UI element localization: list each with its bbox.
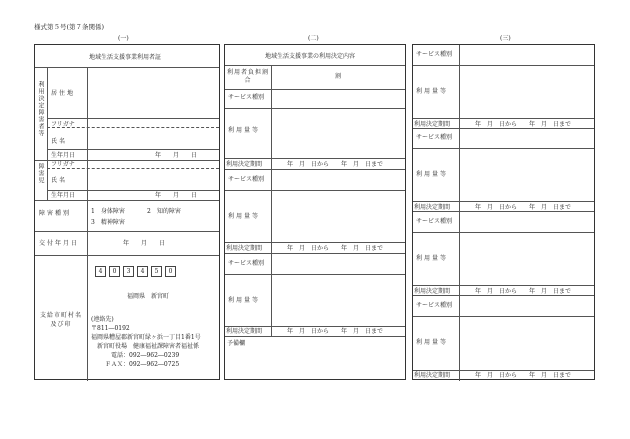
period-label-3: 利用決定期間 [226,328,263,335]
child-furigana-label: フリガナ [51,161,75,168]
period-value-3: 年 月 日から 年 月 日まで [287,328,384,335]
p3-usage-label-1: 利用量等 [416,88,449,95]
p3-service-type-label-1: サービス種別 [416,51,453,58]
address-label: 居住地 [51,90,76,97]
p3-period-label-3: 利用決定期間 [414,288,451,295]
child-dob-label: 生年月日 [51,192,76,199]
p3-period-value-1: 年 月 日から 年 月 日まで [475,121,572,128]
issuer-label: 支給市町村名及び印 [39,312,82,328]
decision-continuation-panel [412,44,595,380]
p3-period-label-1: 利用決定期間 [414,121,451,128]
decision-panel [224,44,406,380]
postal-digit-6: 0 [165,266,176,277]
contact-address: 福岡県糟屋郡新宮町緑ヶ浜一丁目1番1号 [91,334,201,341]
usage-label-2: 利用量等 [228,213,261,220]
user-dob-label: 生年月日 [51,152,76,159]
child-label: 障害児 [37,163,44,184]
contact-label: (連絡先) [91,316,114,323]
user-label: 利用決定障害者等 [37,81,44,137]
p3-service-type-label-3: サービス種別 [416,218,453,225]
contact-office: 新宮町役場 健康福祉課障害者福祉係 [97,343,200,350]
p3-service-type-label-2: サービス種別 [416,134,453,141]
user-furigana-label: フリガナ [51,121,75,128]
option-physical: 1 身体障害 [91,208,125,215]
p3-service-type-label-4: サービス種別 [416,302,453,309]
contact-fax: ＦＡＸ：092―962―0725 [105,361,180,368]
section-one-label: (一) [118,35,129,42]
remarks-label: 予備欄 [227,340,246,347]
period-label-2: 利用決定期間 [226,245,263,252]
contact-zip: 〒811―0192 [91,325,130,332]
p3-period-label-2: 利用決定期間 [414,204,451,211]
period-value-2: 年 月 日から 年 月 日まで [287,245,384,252]
postal-digit-2: 0 [109,266,120,277]
service-type-label-2: サービス種別 [228,176,265,183]
contact-tel: 電話：092―962―0239 [111,352,180,359]
decision-title: 地域生活支援事業の利用決定内容 [265,53,356,60]
burden-unit: 割 [335,73,342,80]
burden-label: 利用者負担割合 [227,69,270,84]
service-type-label-1: サービス種別 [228,94,265,101]
service-type-label-3: サービス種別 [228,260,265,267]
child-dob-value: 年 月 日 [155,192,198,199]
user-card-panel [34,44,220,380]
issue-date-value: 年 月 日 [123,240,166,247]
p3-period-value-2: 年 月 日から 年 月 日まで [475,204,572,211]
disability-type-label: 障害種別 [39,210,72,217]
postal-digit-4: 4 [137,266,148,277]
user-dob-value: 年 月 日 [155,152,198,159]
option-intellectual: 2 知的障害 [147,208,181,215]
user-card-title: 地域生活支援事業利用者証 [89,54,162,61]
p3-period-value-3: 年 月 日から 年 月 日まで [475,288,572,295]
section-three-label: (三) [500,35,511,42]
postal-digit-1: 4 [95,266,106,277]
option-mental: 3 精神障害 [91,219,125,226]
p3-period-value-4: 年 月 日から 年 月 日まで [475,372,572,379]
postal-digit-3: 3 [123,266,134,277]
p3-period-label-4: 利用決定期間 [414,372,451,379]
p3-usage-label-3: 利用量等 [416,255,449,262]
period-value-1: 年 月 日から 年 月 日まで [287,161,384,168]
p3-usage-label-4: 利用量等 [416,339,449,346]
section-two-label: (二) [308,35,319,42]
period-label-1: 利用決定期間 [226,161,263,168]
form-number: 様式第５号(第７条関係) [34,23,105,31]
issuer-name: 福岡県 新宮町 [127,293,170,300]
issue-date-label: 交付年月日 [39,240,80,247]
user-name-label: 氏名 [51,138,68,145]
usage-label-1: 利用量等 [228,127,261,134]
child-name-label: 氏名 [51,177,68,184]
postal-digit-5: 5 [151,266,162,277]
p3-usage-label-2: 利用量等 [416,171,449,178]
usage-label-3: 利用量等 [228,297,261,304]
